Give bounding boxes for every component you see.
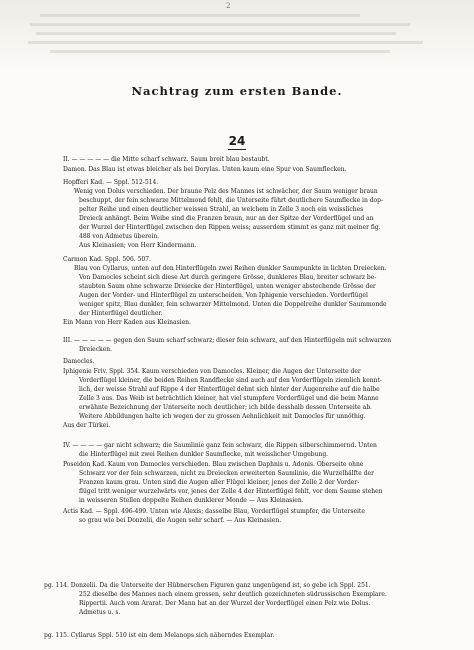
sheet-number-underline [228,149,246,150]
text-line: Admetus u. s. [79,609,121,616]
text-line: beschuppt, der fein schwarze Mittelmond fehlt, die Unterseite führt deutlichere Saumflecke in dop- [79,197,384,204]
bleed-through-area [0,0,474,70]
text-line: Aus der Türkei. [63,422,111,429]
text-line: 488 von Admetus überein. [79,233,160,240]
text-line: Carmon Kad. Sppl. 506. 507. [63,256,151,263]
text-line: Vorderflügel kleiner, die beiden Reihen Randflecke sind auch auf den Vorderflügeln ziemlich kennt- [79,377,382,384]
text-line: Augen der Vorder- und Hinterflügel zu unterscheiden. Von Iphigenie verschieden. Vorderflügel [79,292,368,299]
text-line: der Wurzel der Hinterflügel zwischen den Rippen weiss; ausserdem stimmt es ganz mit meiner fig. [79,224,381,231]
text-line: erwähnte Bezeichnung der Unterseite noch deutlicher; ich bilde desshalb dessen Unterseite ab. [79,404,372,411]
text-line: Von Damocles scheint sich diese Art durch geringere Grösse, dunkleres Blau, breiter schwarz be- [79,274,377,281]
text-line: Zelle 3 aus. Das Weib ist beträchtlich kleiner, hat viel stumpfere Vorderflügel und die beim Manne [79,395,379,402]
page-title: Nachtrag zum ersten Bande. [131,84,343,98]
text-line: Franzen kaum grau. Unten sind die Augen aller Flügel kleiner, jenes der Zelle 2 der Vorder- [79,479,360,486]
sheet-number: 24 [228,134,246,148]
text-line: Damon. Das Blau ist etwas bleicher als bei Dorylas. Unten kaum eine Spur von Saumflecken. [63,166,347,173]
bleed-line [28,41,423,44]
text-line: IV. — — — — gar nicht schwarz; die Saumlinie ganz fein schwarz, die Rippen silberschimmernd. Unten [63,442,377,449]
bleed-line [40,14,360,17]
text-line: Aus Kleinasien; von Herr Kindermann. [79,242,197,249]
text-line: lich, der weisse Strahl auf Rippe 4 der Hinterflügel dehnt sich hinter der Augenreihe auf die halbe [79,386,380,393]
text-line: der Hinterflügel deutlicher. [79,310,163,317]
text-line: Schwarz vor der fein schwarzen, nicht zu Dreiecken erweiterten Saumlinie, die Wurzelhälfte der [79,470,374,477]
text-line: Rippertii. Auch vom Ararat. Der Mann hat an der Wurzel der Vorderflügel einen Pelz wie Dolus. [79,600,371,607]
text-line: Iphigenie Friv. Sppl. 354. Kaum verschieden von Damocles. Kleiner, die Augen der Unterseite der [63,368,361,375]
text-line: flügel tritt weniger wurzelwärts vor, jenes der Zelle 4 der Hinterflügel fehlt, vor dem Saume stehen [79,488,383,495]
text-line: Hopfferi Kad. — Sppl. 512-514. [63,179,159,186]
text-line: die Hinterflügel mit zwei Reihen dunkler Saumflecke, mit weisslicher Umgebung. [79,451,329,458]
text-line: Damocles. [63,358,95,365]
text-line: II. — — — — — die Mitte scharf schwarz. Saum breit blau bestaubt. [63,156,270,163]
bleed-line [36,32,396,35]
text-line: so grau wie bei Donzelii, die Augen sehr scharf. — Aus Kleinasien. [79,517,282,524]
text-line: Actis Kad. — Sppl. 496-499. Unten wie Alexis; dasselbe Blau, Vorderflügel stumpfer, die Unterseite [63,508,365,515]
text-line: in weisseren Stellen doppelte Reihen dunklerer Monde — Aus Kleinasien. [79,497,304,504]
text-line: Weitere Abbildungen halte ich wegen der zu grossen Aehnlichkeit mit Damocles für unnöthig. [79,413,366,420]
text-line: 252 dieselbe des Mannes nach einem grossen, sehr deutlich gezeichneten südrussischen Exemplare. [79,591,387,598]
text-line: pg. 115. Cyllarus Sppl. 510 ist ein dem Melanops sich näherndes Exemplar. [44,632,275,639]
bleed-line [30,23,410,26]
text-line: Ein Mann von Herr Kaden aus Kleinasien. [63,319,191,326]
bleed-line [50,50,390,53]
text-line: Blau von Cyllarus, unten auf den Hinterflügeln zwei Reihen dunkler Saumpunkte in lichten Dreiecken. [74,265,387,272]
text-line: Poseidon Kad. Kaum von Damocles verschieden. Blau zwischen Daphnis u. Adonis. Oberseite ohne [63,461,364,468]
text-line: Wenig von Dolus verschieden. Der braune Pelz des Mannes ist schwächer, der Saum weniger braun [74,188,378,195]
text-line: staubten Saum ohne schwarze Dreiecke der Hinterflügel, unten weniger abstechende Grösse der [79,283,376,290]
text-line: Dreiecken. [79,346,113,353]
text-line: III. — — — — — gegen den Saum scharf schwarz; dieser fein schwarz, auf den Hinterflügeln mit schwarzen [63,337,392,344]
text-line: pelter Reihe und einen deutlicher weissen Strahl, an welchem in Zelle 3 noch ein weissliches [79,206,364,213]
text-line: weniger spitz, Blau dunkler, fein schwarzer Mittelmond. Unten die Doppelreihe dunkler Saummonde [79,301,387,308]
text-line: Dreieck anhängt. Beim Weibe sind die Franzen braun, nur an der Spitze der Vorderflügel und an [79,215,374,222]
page-mark: 2 [226,2,231,10]
text-line: pg. 114. Donzelii. Da die Unterseite der Hübnerschen Figuren ganz ungenügend ist, so gebe ich Sppl. 251. [44,582,371,589]
